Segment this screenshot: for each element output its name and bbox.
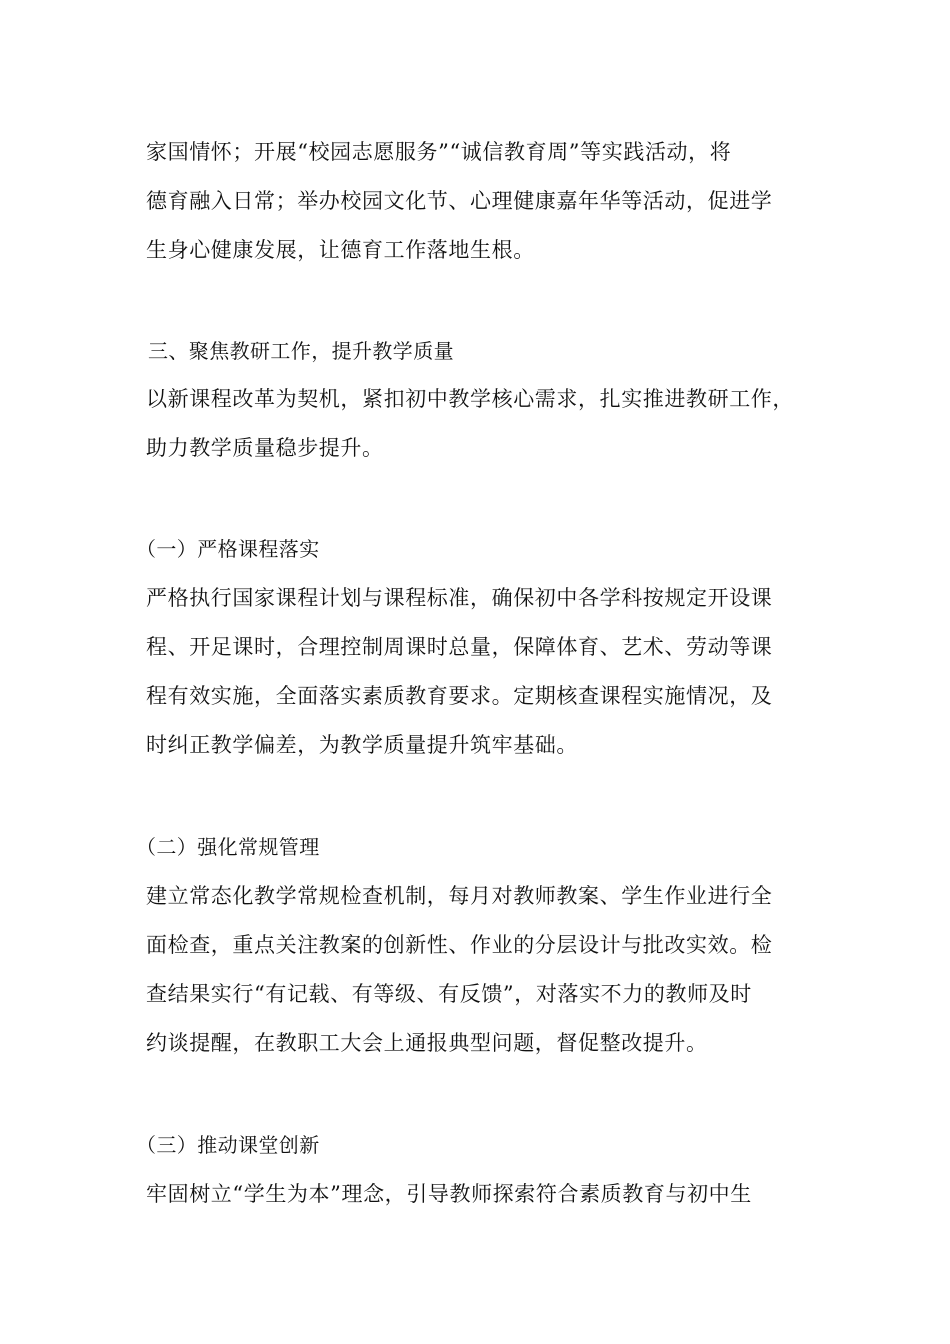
paragraph-line: 程有效实施，全面落实素质教育要求。定期核查课程实施情况，及 — [146, 684, 773, 708]
paragraph-line: 生身心健康发展，让德育工作落地生根。 — [146, 238, 535, 262]
paragraph-line: 德育融入日常；举办校园文化节、心理健康嘉年华等活动，促进学 — [146, 189, 773, 213]
subsection-3-heading: （三）推动课堂创新 — [136, 1133, 320, 1157]
paragraph-line: 建立常态化教学常规检查机制，每月对教师教案、学生作业进行全 — [146, 884, 773, 908]
paragraph-line: 以新课程改革为契机，紧扣初中教学核心需求，扎实推进教研工作， — [146, 387, 794, 411]
paragraph-line: 程、开足课时，合理控制周课时总量，保障体育、艺术、劳动等课 — [146, 635, 773, 659]
section-3-heading: 三、聚焦教研工作，提升教学质量 — [148, 339, 454, 363]
paragraph-line: 约谈提醒，在教职工大会上通报典型问题，督促整改提升。 — [146, 1031, 708, 1055]
subsection-1-heading: （一）严格课程落实 — [136, 537, 320, 561]
paragraph-line: 助力教学质量稳步提升。 — [146, 436, 384, 460]
paragraph-line: 牢固树立“学生为本”理念，引导教师探索符合素质教育与初中生 — [146, 1182, 752, 1206]
paragraph-line: 严格执行国家课程计划与课程标准，确保初中各学科按规定开设课 — [146, 586, 773, 610]
paragraph-line: 时纠正教学偏差，为教学质量提升筑牢基础。 — [146, 733, 578, 757]
paragraph-line: 家国情怀；开展“校园志愿服务”“诚信教育周”等实践活动，将 — [146, 140, 732, 164]
subsection-2-heading: （二）强化常规管理 — [136, 835, 320, 859]
paragraph-line: 查结果实行“有记载、有等级、有反馈”，对落实不力的教师及时 — [146, 982, 752, 1006]
paragraph-line: 面检查，重点关注教案的创新性、作业的分层设计与批改实效。检 — [146, 933, 773, 957]
